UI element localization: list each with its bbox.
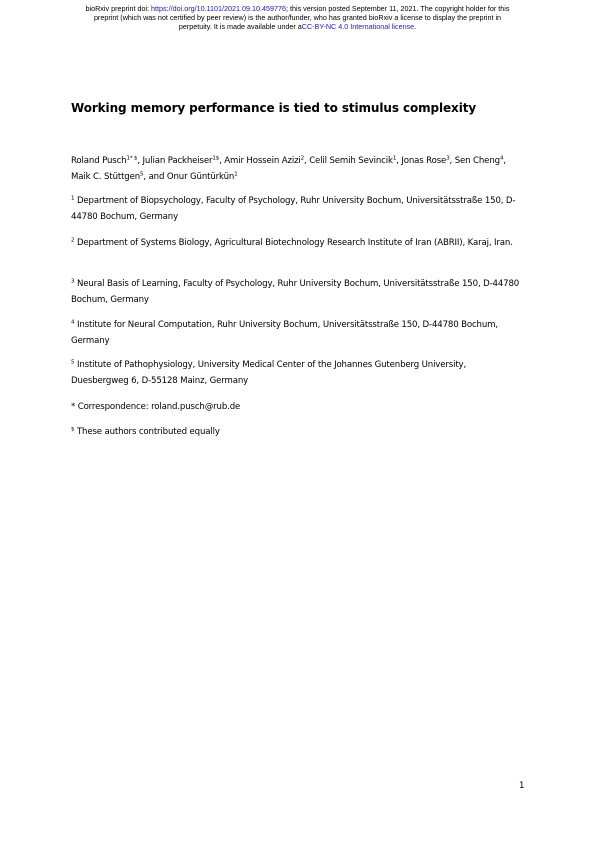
affiliation-5: $^5$ Institute of Pathophysiology, University Medical Center of the Johannes Gutenberg University, Duesbergweg 6, D-55128 Mainz, Germany	[71, 359, 467, 386]
author: Maik C. Stüttgen$^5$, and	[71, 171, 167, 182]
author: Amir Hossein Azizi$^2$,	[224, 155, 310, 166]
preprint-header	[60, 4, 535, 31]
header-line-3	[60, 22, 535, 31]
header-text: ; this version posted September 11, 2021. The copyright holder for this	[286, 4, 510, 13]
affiliation-4: $^4$ Institute for Neural Computation, Ruhr University Bochum, Universitätsstraße 150, D-44780 Bochum, Germany	[71, 319, 498, 346]
author: Jonas Rose$^3$,	[401, 155, 455, 166]
author-list	[71, 153, 526, 185]
affiliation-3: $^3$ Neural Basis of Learning, Faculty of Psychology, Ruhr University Bochum, Universitätsstraße 150, D-44780 Bochum, Germany	[71, 278, 520, 305]
correspondence: * Correspondence: roland.pusch@rub.de	[71, 402, 241, 412]
author: Sen Cheng$^4$,	[454, 155, 506, 166]
header-line-2: preprint (which was not certified by peer review) is the author/funder, who has granted bioRxiv a license to display the preprint in	[93, 13, 502, 22]
header-text: perpetuity. It is made available under a	[178, 22, 302, 31]
affiliation-2: $^2$ Department of Systems Biology, Agricultural Biotechnology Research Institute of Iran (ABRII), Karaj, Iran.	[71, 237, 513, 248]
page-number: 1	[519, 781, 525, 791]
header-line-1	[60, 4, 535, 13]
license-link[interactable]: CC-BY-NC 4.0 International license	[301, 22, 415, 31]
author: Julian Packheiser$^{1\$}$,	[142, 155, 225, 166]
paper-title: Working memory performance is tied to stimulus complexity	[71, 101, 477, 115]
doi-link[interactable]: https://doi.org/10.1101/2021.09.10.459776	[151, 4, 286, 13]
author: Onur Güntürkün$^1$	[166, 171, 238, 182]
header-text: .	[414, 22, 417, 31]
header-text: bioRxiv preprint doi:	[85, 4, 152, 13]
author: Roland Pusch$^{1* \$}$,	[71, 155, 143, 166]
equal-contribution-note: $ These authors contributed equally	[71, 426, 220, 437]
author: Celil Semih Sevincik$^1$,	[309, 155, 402, 166]
affiliation-1: $^1$ Department of Biopsychology, Faculty of Psychology, Ruhr University Bochum, Universitätsstraße 150, D-44780 Bochum, Germany	[71, 195, 516, 222]
